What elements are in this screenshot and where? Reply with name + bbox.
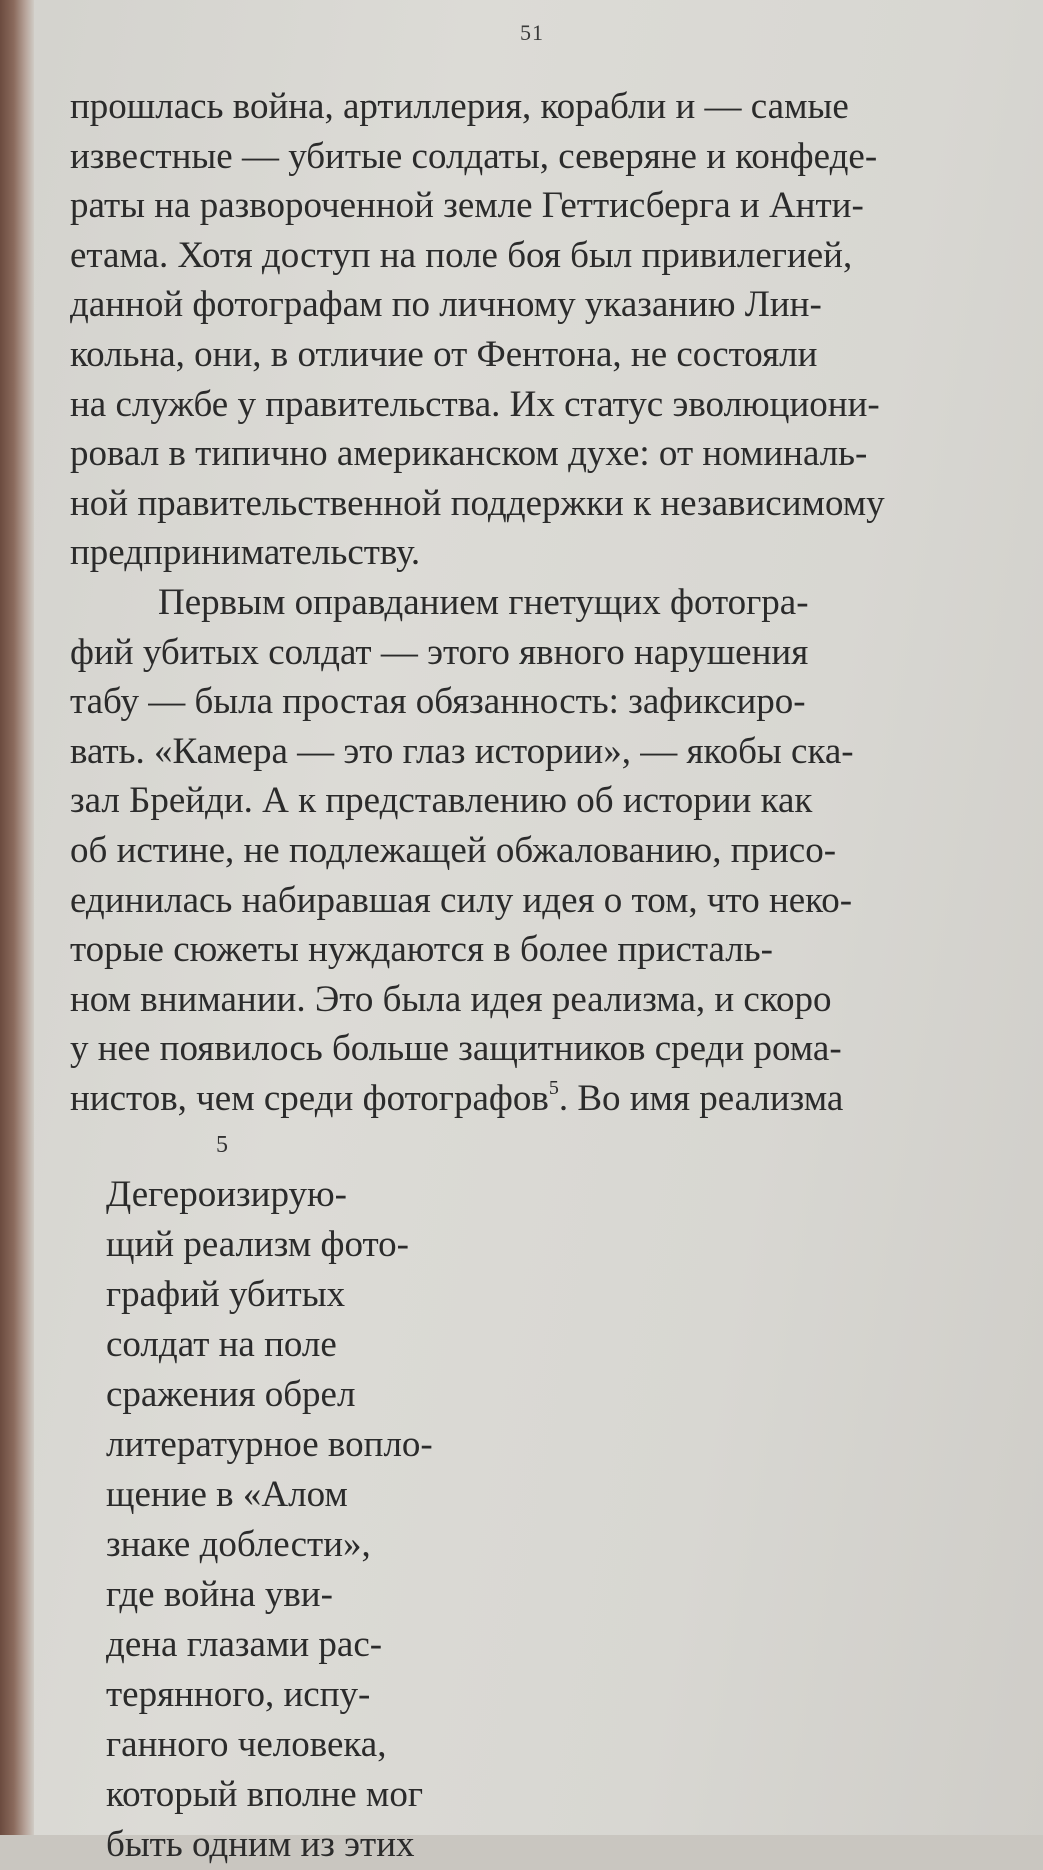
footnote-line: ганного человека, [106, 1724, 387, 1765]
body-line: у нее появилось больше защитников среди рома- [70, 1028, 842, 1070]
body-line: зал Брейди. А к представлению об истории как [70, 780, 813, 822]
body-line: фий убитых солдат — этого явного нарушения [70, 631, 809, 673]
body-line: предпринимательству. [70, 532, 421, 574]
footnote-line: Дегероизирую- [106, 1174, 347, 1215]
body-line: об истине, не подлежащей обжалованию, присо- [70, 829, 837, 871]
footnote-line: знаке доблести», [106, 1524, 371, 1565]
book-spine-shadow [0, 0, 34, 1835]
body-line-with-footnote-ref [70, 1074, 1030, 1124]
paragraph-first-line: Первым оправданием гнетущих фотогра- [158, 581, 809, 623]
footnote-number: 5 [216, 1132, 228, 1158]
body-line: ном внимании. Это была идея реализма, и скоро [70, 978, 832, 1020]
body-line: известные — убитые солдаты, северяне и конфеде- [70, 135, 878, 177]
footnote-line: быть одним из этих [106, 1824, 415, 1865]
body-line: ной правительственной поддержки к независимому [70, 482, 885, 524]
footnote-line: солдат на поле [106, 1324, 337, 1365]
footnote-line: который вполне мог [106, 1774, 424, 1815]
footnote-line: графий убитых [106, 1274, 346, 1315]
footnote-line: щение в «Алом [106, 1474, 348, 1515]
body-line: торые сюжеты нуждаются в более присталь- [70, 929, 773, 971]
body-line: на службе у правительства. Их статус эволюциони- [70, 383, 880, 425]
body-text [70, 82, 1030, 1123]
body-line: единилась набиравшая силу идея о том, что неко- [70, 879, 853, 921]
body-line: ровал в типично американском духе: от номиналь- [70, 433, 868, 475]
footnote-line: щий реализм фото- [106, 1224, 409, 1265]
body-line: вать. «Камера — это глаз истории», — якобы ска- [70, 730, 854, 772]
footnote-line: где война уви- [106, 1574, 333, 1615]
footnote-line: дена глазами рас- [106, 1624, 383, 1665]
page-number: 51 [520, 20, 544, 45]
footnote-reference[interactable]: 5 [548, 1076, 559, 1099]
body-line: етама. Хотя доступ на поле боя был привилегией, [70, 234, 853, 276]
body-line: кольна, они, в отличие от Фентона, не состояли [70, 333, 818, 375]
footnote-line: сражения обрел [106, 1374, 356, 1415]
footnote-text [106, 1170, 526, 1870]
footnote-line: литературное вопло- [106, 1424, 433, 1465]
body-line-text: нистов, чем среди фотографов [70, 1077, 549, 1119]
body-line: табу — была простая обязанность: зафиксиро- [70, 681, 806, 723]
body-line-text: . Во имя реализма [558, 1077, 844, 1119]
body-line: раты на развороченной земле Геттисберга и Анти- [70, 185, 864, 227]
body-line: прошлась война, артиллерия, корабли и — самые [70, 86, 849, 127]
footnote-line: терянного, испу- [106, 1674, 371, 1715]
body-line: данной фотографам по личному указанию Лин- [70, 284, 822, 326]
